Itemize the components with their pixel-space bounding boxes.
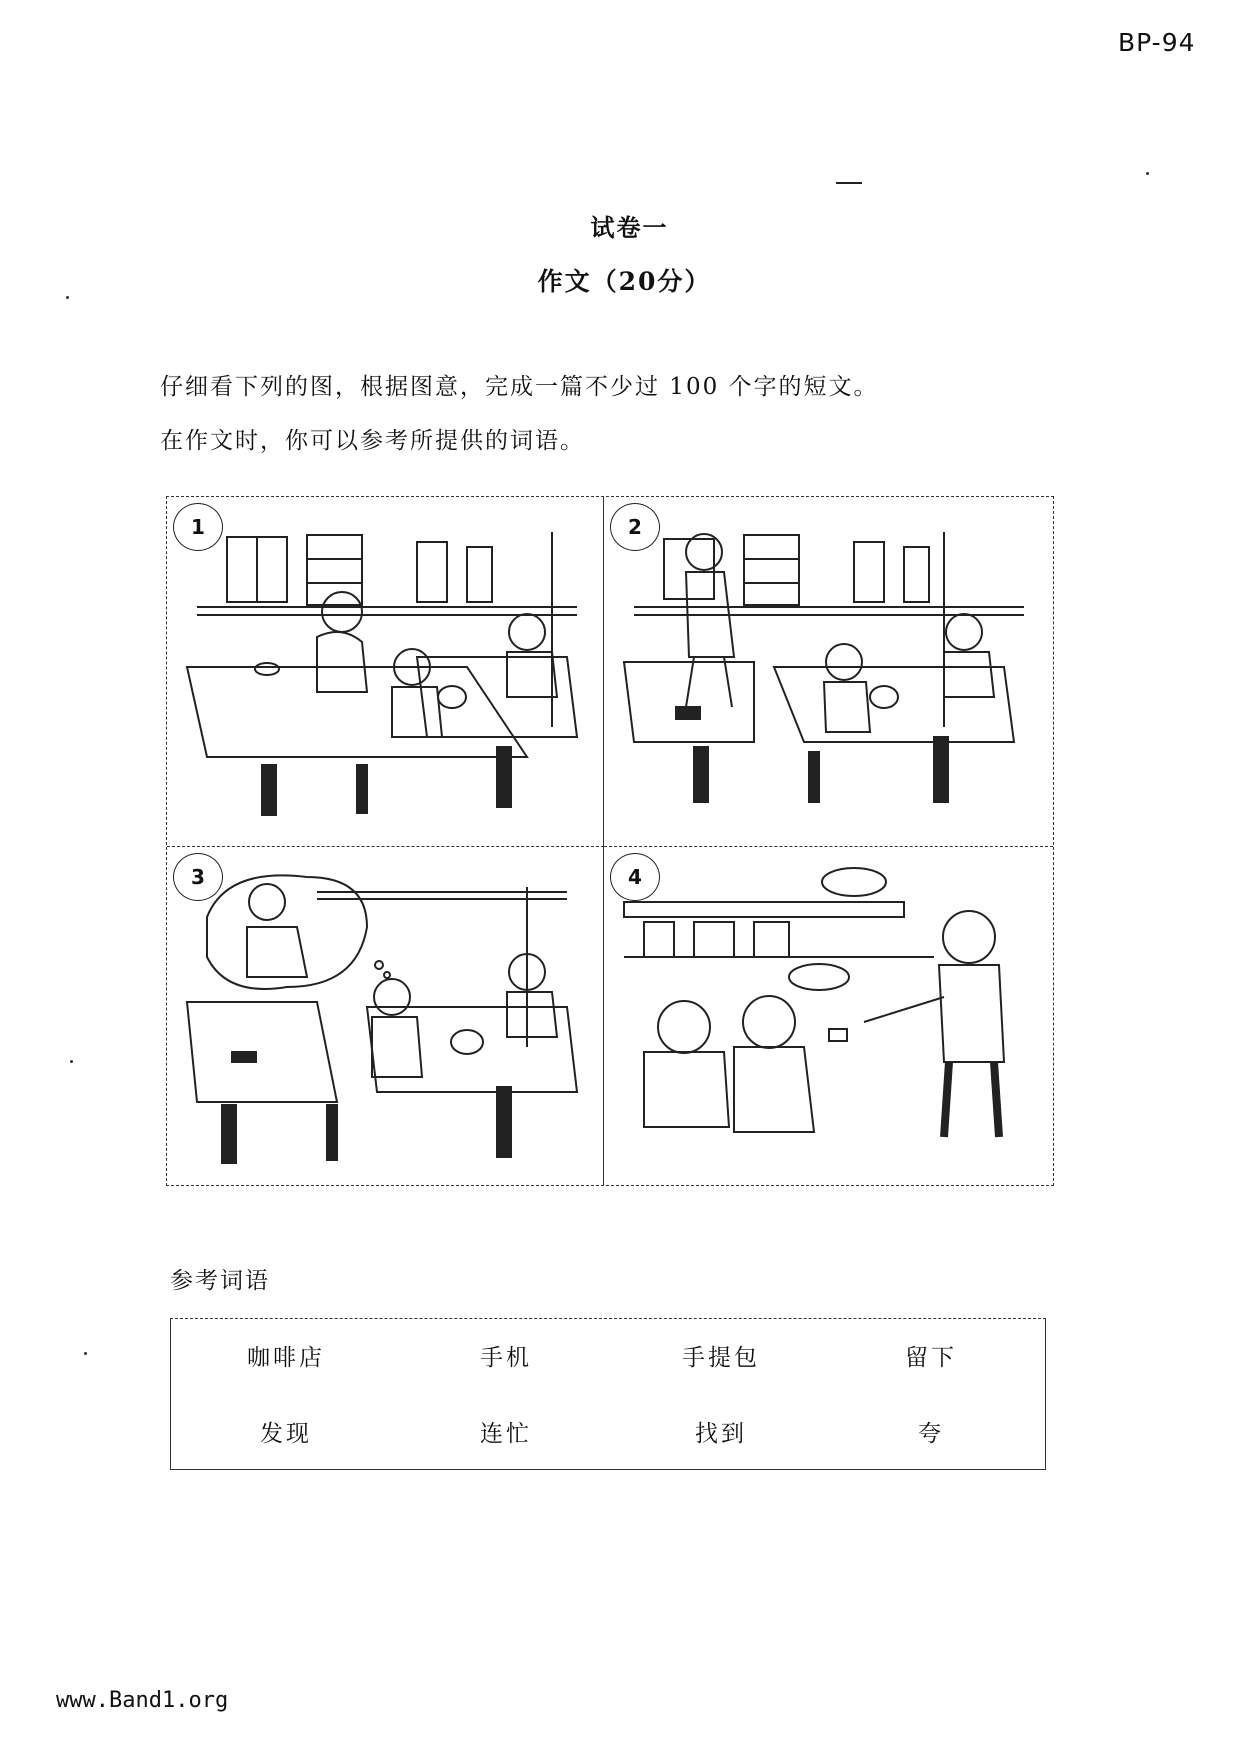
- scan-speck: [70, 1060, 73, 1063]
- picture-panel-1: [167, 497, 604, 847]
- reference-word: 连忙: [480, 1421, 532, 1447]
- picture-grid: [166, 496, 1054, 1186]
- panel-1-illustration: [167, 497, 604, 847]
- reference-word: 咖啡店: [247, 1345, 325, 1371]
- reference-word: 手机: [480, 1345, 532, 1371]
- reference-words-box: [170, 1318, 1046, 1470]
- panel-number: 4: [610, 853, 660, 901]
- reference-word: 夸: [918, 1421, 944, 1447]
- instruction-line: 仔细看下列的图，根据图意，完成一篇不少过 100 个字的短文。: [160, 374, 879, 400]
- panel-number: 2: [610, 503, 660, 551]
- picture-panel-3: [167, 847, 604, 1185]
- reference-word: 找到: [695, 1421, 747, 1447]
- reference-word: 手提包: [682, 1345, 760, 1371]
- page-code: BP-94: [1118, 28, 1196, 57]
- header-dash: [836, 182, 862, 184]
- panel-number: 1: [173, 503, 223, 551]
- paper-subtitle: 作文（20分）: [537, 267, 712, 296]
- footer-url: www.Band1.org: [56, 1688, 229, 1713]
- picture-panel-4: [604, 847, 1053, 1185]
- scan-speck: [1146, 172, 1149, 175]
- reference-words-row: [171, 1415, 1045, 1448]
- reference-word: 留下: [905, 1345, 957, 1371]
- reference-words-row: [171, 1339, 1045, 1372]
- panel-3-illustration: [167, 847, 604, 1185]
- reference-words-title: 参考词语: [170, 1268, 270, 1294]
- panel-2-illustration: [604, 497, 1053, 847]
- panel-4-illustration: [604, 847, 1053, 1185]
- paper-title: 试卷一: [590, 213, 669, 242]
- picture-panel-2: [604, 497, 1053, 847]
- reference-word: 发现: [260, 1421, 312, 1447]
- panel-number: 3: [173, 853, 223, 901]
- scan-speck: [84, 1352, 87, 1355]
- instruction-line: 在作文时，你可以参考所提供的词语。: [160, 428, 585, 454]
